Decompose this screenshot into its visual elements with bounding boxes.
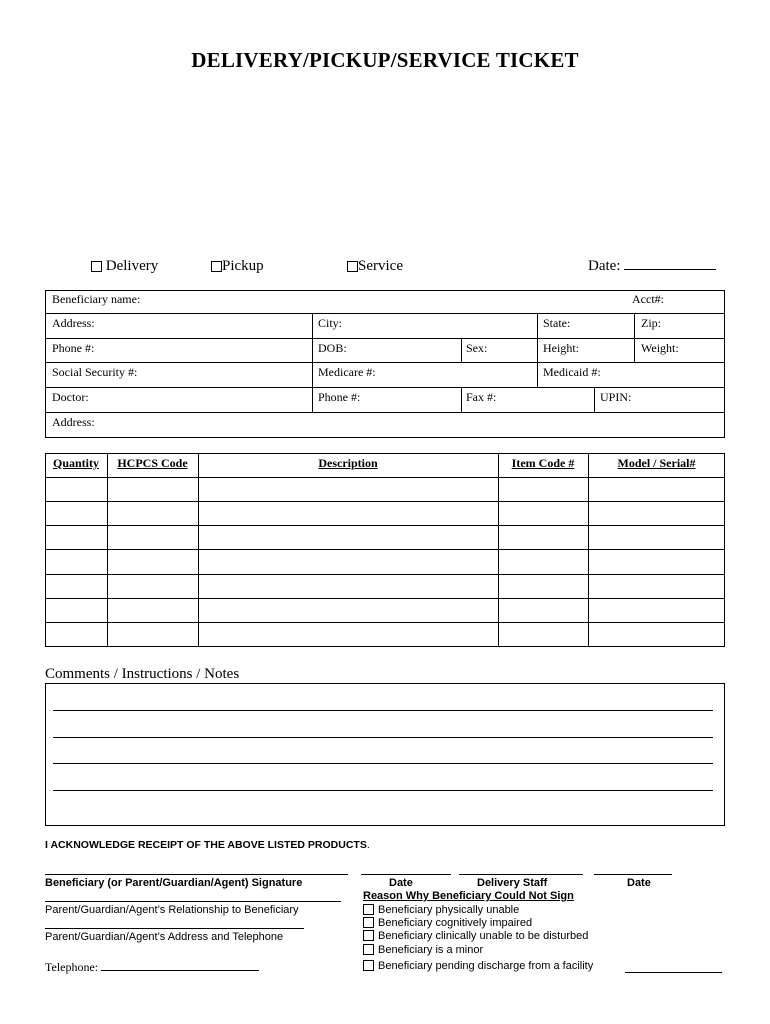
divider xyxy=(45,387,725,388)
pickup-label: Pickup xyxy=(222,258,264,275)
comment-line xyxy=(53,763,713,764)
acknowledge-text: I ACKNOWLEDGE RECEIPT OF THE ABOVE LISTED PRODUCTS xyxy=(45,839,367,851)
divider xyxy=(45,338,725,339)
relationship-line[interactable] xyxy=(45,901,341,902)
row-divider xyxy=(45,525,725,526)
service-option[interactable] xyxy=(347,258,403,275)
reason-label: Beneficiary pending discharge from a facility xyxy=(378,960,594,972)
weight-field[interactable]: Weight: xyxy=(641,341,679,355)
medicaid-field[interactable]: Medicaid #: xyxy=(543,365,601,379)
date-line[interactable] xyxy=(624,269,716,270)
height-field[interactable]: Height: xyxy=(543,341,579,355)
row-divider xyxy=(45,549,725,550)
service-checkbox[interactable] xyxy=(347,261,358,272)
doctor-field[interactable]: Doctor: xyxy=(52,390,89,404)
discharge-date-line[interactable] xyxy=(625,972,722,973)
divider xyxy=(537,313,538,387)
reason-checkbox[interactable] xyxy=(363,944,374,955)
phone-field[interactable]: Phone #: xyxy=(52,341,95,355)
acknowledge-period: . xyxy=(366,839,370,851)
divider xyxy=(45,362,725,363)
sex-field[interactable]: Sex: xyxy=(466,341,488,355)
comment-line xyxy=(53,737,713,738)
pickup-option[interactable] xyxy=(211,258,264,275)
reason-label: Beneficiary is a minor xyxy=(378,944,484,956)
header-hcpcs-code: HCPCS Code xyxy=(117,456,188,470)
date-label-1: Date xyxy=(389,877,413,889)
reason-checkbox[interactable] xyxy=(363,960,374,971)
comment-line xyxy=(53,790,713,791)
pickup-checkbox[interactable] xyxy=(211,261,222,272)
header-item-code: Item Code # xyxy=(511,456,575,470)
column-divider xyxy=(498,453,499,647)
doctor-phone-field[interactable]: Phone #: xyxy=(318,390,361,404)
comments-label: Comments / Instructions / Notes xyxy=(45,666,240,682)
divider xyxy=(634,313,635,362)
page-title: DELIVERY/PICKUP/SERVICE TICKET xyxy=(191,48,579,72)
reason-option[interactable] xyxy=(363,960,593,972)
reason-label: Beneficiary physically unable xyxy=(378,904,520,916)
column-divider xyxy=(198,453,199,647)
telephone-field[interactable] xyxy=(45,960,259,975)
beneficiary-signature-label: Beneficiary (or Parent/Guardian/Agent) Signature xyxy=(45,877,303,889)
delivery-option[interactable] xyxy=(91,258,158,275)
medicare-field[interactable]: Medicare #: xyxy=(318,365,376,379)
delivery-staff-line[interactable] xyxy=(459,874,583,875)
acknowledge-statement xyxy=(45,839,370,851)
reason-title: Reason Why Beneficiary Could Not Sign xyxy=(363,890,574,902)
row-divider xyxy=(45,622,725,623)
column-divider xyxy=(588,453,589,647)
reason-checkbox[interactable] xyxy=(363,904,374,915)
city-field[interactable]: City: xyxy=(318,316,343,330)
service-label: Service xyxy=(358,258,403,275)
row-divider xyxy=(45,574,725,575)
comments-box[interactable] xyxy=(45,683,725,826)
address-phone-label: Parent/Guardian/Agent’s Address and Telephone xyxy=(45,931,284,943)
header-quantity: Quantity xyxy=(52,456,99,470)
date-line[interactable] xyxy=(361,874,451,875)
telephone-line[interactable] xyxy=(101,970,259,971)
divider xyxy=(45,412,725,413)
signature-line[interactable] xyxy=(45,874,348,875)
comment-line xyxy=(53,710,713,711)
reason-option[interactable] xyxy=(363,904,519,916)
header-model-serial: Model / Serial# xyxy=(617,456,696,470)
date-label-2: Date xyxy=(627,877,651,889)
address-field[interactable]: Address: xyxy=(52,316,95,330)
telephone-label: Telephone: xyxy=(45,960,99,974)
divider xyxy=(45,313,725,314)
staff-date-line[interactable] xyxy=(594,874,672,875)
date-label: Date: xyxy=(588,258,621,275)
row-divider xyxy=(45,598,725,599)
ssn-field[interactable]: Social Security #: xyxy=(52,365,138,379)
items-table xyxy=(45,453,725,647)
reason-option[interactable] xyxy=(363,944,483,956)
fax-field[interactable]: Fax #: xyxy=(466,390,497,404)
reason-checkbox[interactable] xyxy=(363,930,374,941)
reason-checkbox[interactable] xyxy=(363,917,374,928)
upin-field[interactable]: UPIN: xyxy=(600,390,632,404)
row-divider xyxy=(45,477,725,478)
delivery-checkbox[interactable] xyxy=(91,261,102,272)
relationship-label: Parent/Guardian/Agent’s Relationship to Beneficiary xyxy=(45,904,299,916)
divider xyxy=(312,313,313,412)
beneficiary-name-field[interactable]: Beneficiary name: xyxy=(52,292,141,306)
row-divider xyxy=(45,501,725,502)
delivery-staff-label: Delivery Staff xyxy=(477,877,548,889)
header-description: Description xyxy=(318,456,378,470)
delivery-label: Delivery xyxy=(105,258,159,275)
acct-field[interactable]: Acct#: xyxy=(632,292,664,306)
reason-option[interactable] xyxy=(363,917,532,929)
divider xyxy=(461,387,462,412)
divider xyxy=(461,338,462,362)
date-field[interactable] xyxy=(588,258,716,275)
column-divider xyxy=(107,453,108,647)
reason-label: Beneficiary cognitively impaired xyxy=(378,917,533,929)
reason-option[interactable] xyxy=(363,930,588,942)
address-phone-line[interactable] xyxy=(45,928,304,929)
zip-field[interactable]: Zip: xyxy=(641,316,661,330)
divider xyxy=(594,387,595,412)
doctor-address-field[interactable]: Address: xyxy=(52,415,95,429)
reason-label: Beneficiary clinically unable to be disturbed xyxy=(378,930,589,942)
dob-field[interactable]: DOB: xyxy=(318,341,347,355)
state-field[interactable]: State: xyxy=(543,316,571,330)
